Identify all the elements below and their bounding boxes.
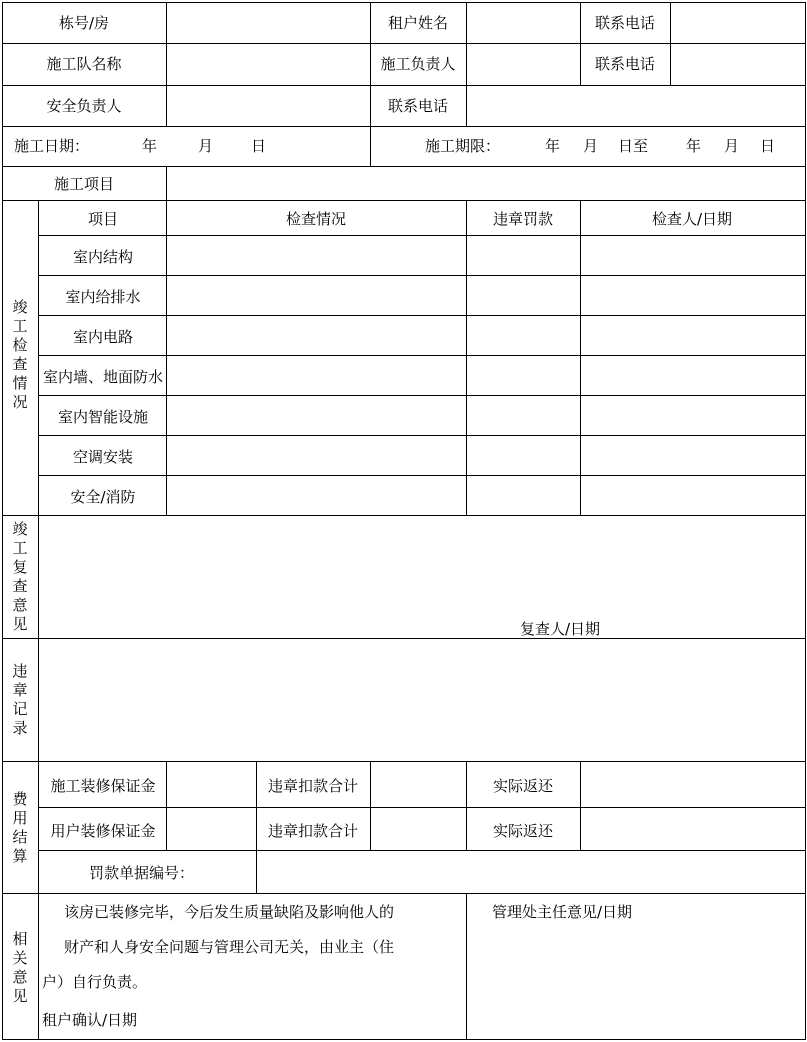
deadline-end-day-label: 日 [760,137,776,155]
construction-manager-value[interactable] [467,44,580,85]
inspection-item-plumbing: 室内给排水 [65,288,141,306]
construction-deposit-label: 施工装修保证金 [50,777,156,795]
inspection-header-penalty: 违章罚款 [492,210,554,228]
safety-manager-label: 安全负责人 [46,97,122,115]
rule-settlement-end [2,893,806,894]
safety-manager-value[interactable] [167,86,370,126]
contact-phone-value-1[interactable] [671,3,805,43]
director-opinion-area[interactable] [467,925,805,1038]
construction-manager-label: 施工负责人 [380,55,456,73]
director-opinion-label: 管理处主任意见/日期 [492,903,633,921]
inspection-header-status: 检查情况 [285,210,347,228]
rule-row5 [2,200,806,201]
inspection-item-waterproof: 室内墙、地面防水 [42,368,164,386]
reviewer-label: 复查人/日期 [519,620,601,638]
col-insp-a [166,200,167,516]
contact-phone-value-2[interactable] [671,44,805,85]
border-left [2,2,3,1040]
team-name-label: 施工队名称 [46,55,122,73]
rule-insp-7 [38,475,806,476]
inspection-header-inspector: 检查人/日期 [651,210,733,228]
building-value[interactable] [167,3,370,43]
rule-settle-1 [38,807,806,808]
col-settle-e [580,761,581,851]
tenant-confirm-label: 租户确认/日期 [42,1011,138,1029]
contact-phone-label-3: 联系电话 [387,97,449,115]
deadline-to-label: 日至 [618,137,649,155]
statement-line-2: 财产和人身安全问题与管理公司无关，由业主（住 [64,938,395,956]
receipt-number-value[interactable] [257,851,805,893]
rule-insp-1 [38,235,806,236]
opinions-section-label: 相关意见 [12,930,28,1005]
actual-return-label-2: 实际返还 [492,822,554,840]
start-year-label: 年 [142,137,158,155]
statement-line-1: 该房已装修完毕，今后发生质量缺陷及影响他人的 [64,903,395,921]
project-value[interactable] [167,167,805,200]
inspection-item-fire-safety: 安全/消防 [70,488,136,506]
deduction-total-label-2: 违章扣款合计 [267,822,359,840]
rule-insp-4 [38,355,806,356]
col-b [370,2,371,127]
review-opinion-area[interactable] [39,516,805,638]
inspection-item-aircon: 空调安装 [72,448,134,466]
col-insp-c [580,200,581,516]
contact-phone-value-3[interactable] [467,86,805,126]
contact-phone-label-2: 联系电话 [594,55,656,73]
start-month-label: 月 [198,137,214,155]
building-label: 栋号/房 [58,14,110,32]
violation-record-area[interactable] [39,639,805,761]
rule-insp-5 [38,395,806,396]
actual-return-label-1: 实际返还 [492,777,554,795]
rule-violation-end [2,761,806,762]
rule-insp-6 [38,435,806,436]
rule-insp-2 [38,275,806,276]
tenant-name-label: 租户姓名 [387,14,449,32]
col-settle-d [466,761,467,851]
inspection-section-label: 竣工检查情况 [12,298,28,411]
statement-line-3: 户）自行负责。 [42,973,148,991]
col-d [580,2,581,86]
rule-insp-3 [38,315,806,316]
col-insp-b [466,200,467,516]
tenant-name-value[interactable] [467,3,580,43]
inspection-item-circuit: 室内电路 [72,328,134,346]
col-settle-c [370,761,371,851]
start-date-label: 施工日期： [14,137,90,155]
deduction-total-label-1: 违章扣款合计 [267,777,359,795]
review-section-label: 竣工复查意见 [12,520,28,633]
user-deposit-label: 用户装修保证金 [50,822,156,840]
inspection-item-smart: 室内智能设施 [57,408,149,426]
deadline-label: 施工期限： [425,137,501,155]
contact-phone-label-1: 联系电话 [594,14,656,32]
border-bottom [2,1039,806,1040]
deadline-end-year-label: 年 [686,137,702,155]
inspection-item-structure: 室内结构 [72,248,134,266]
project-label: 施工项目 [53,175,115,193]
col-settle-a [166,761,167,851]
start-day-label: 日 [251,137,267,155]
receipt-number-label: 罚款单据编号： [89,864,195,882]
rule-row3 [2,126,806,127]
col-dates [370,126,371,167]
deadline-year-label: 年 [545,137,561,155]
violation-section-label: 违章记录 [12,662,28,737]
team-name-value[interactable] [167,44,370,85]
settlement-section-label: 费用结算 [12,790,28,865]
deadline-month-label: 月 [583,137,599,155]
border-right [805,2,806,1040]
inspection-header-item: 项目 [87,210,119,228]
deadline-end-month-label: 月 [724,137,740,155]
